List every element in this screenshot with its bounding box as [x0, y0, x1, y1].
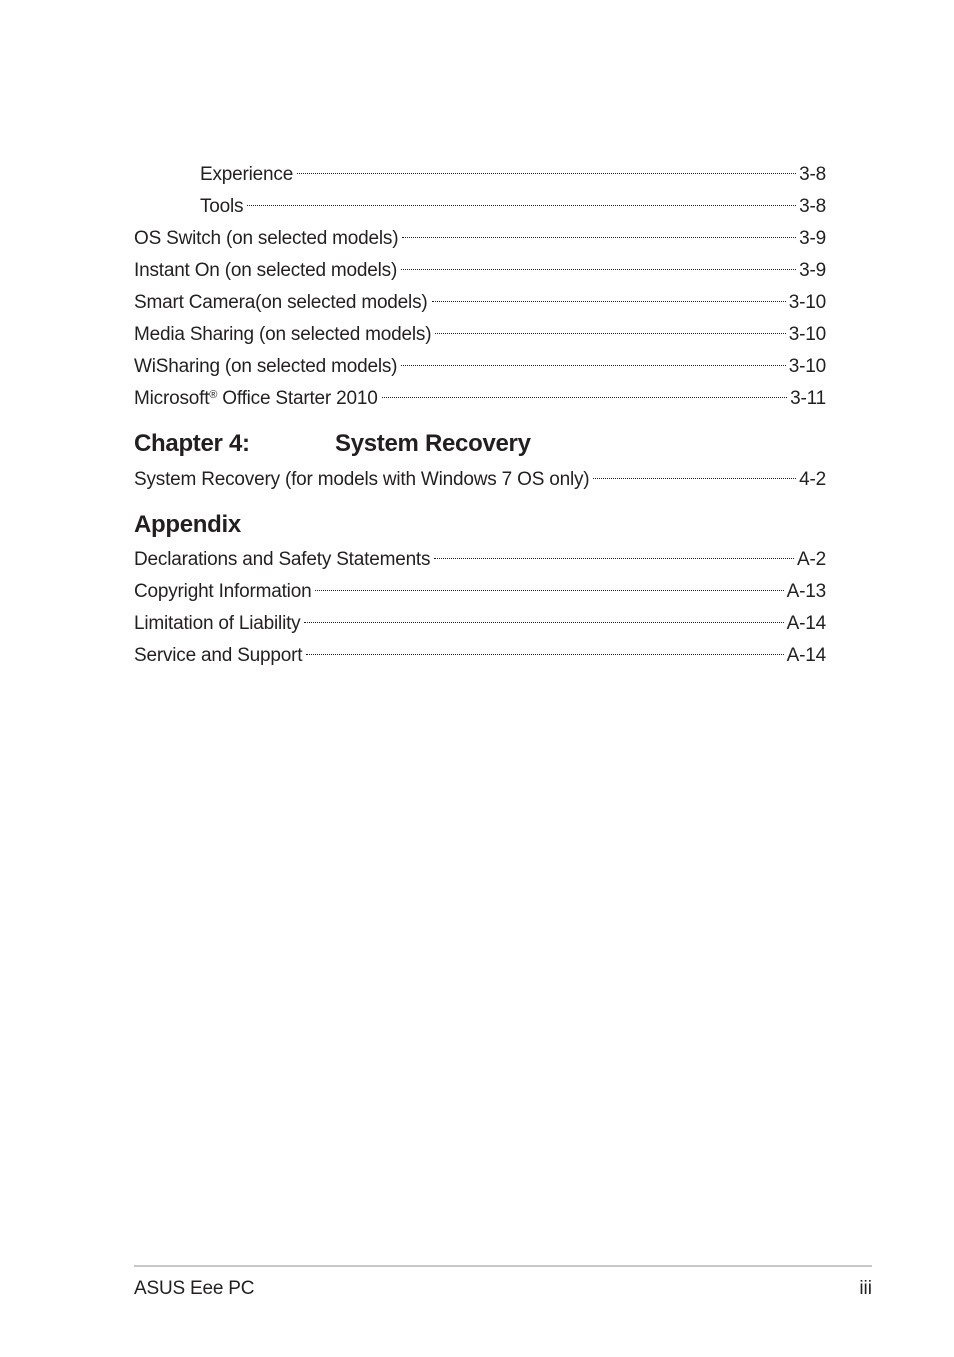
footer-product-name: ASUS Eee PC: [134, 1278, 255, 1299]
chapter-heading: [134, 427, 826, 461]
toc-entry-title: System Recovery (for models with Windows 7 OS only): [134, 469, 590, 490]
toc-entry-limitation[interactable]: [134, 608, 826, 640]
toc-entry-title-prefix: Microsoft: [134, 388, 210, 409]
toc-entry-experience[interactable]: [134, 159, 826, 191]
toc-entry-title: WiSharing (on selected models): [134, 356, 398, 377]
toc-entry-page: A-14: [786, 613, 826, 634]
toc-entry-page: 3-11: [790, 388, 826, 409]
toc-entry-page: 3-10: [788, 324, 826, 345]
toc-entry-page: 3-8: [799, 196, 826, 217]
toc-entry-page: 4-2: [799, 469, 826, 490]
toc-entry-title: Copyright Information: [134, 581, 312, 602]
toc-entry-page: 3-9: [799, 260, 826, 281]
toc-entry-title: Service and Support: [134, 645, 303, 666]
dot-leader: [382, 397, 788, 398]
toc-entry-title: Instant On (on selected models): [134, 260, 398, 281]
toc-entry-microsoft-office[interactable]: [134, 383, 826, 415]
toc-entry-service[interactable]: [134, 640, 826, 672]
toc-entry-title: [134, 383, 378, 415]
dot-leader: [297, 173, 796, 174]
dot-leader: [434, 558, 794, 559]
dot-leader: [306, 654, 783, 655]
toc-entry-title: Tools: [200, 196, 244, 217]
toc-entry-copyright[interactable]: [134, 576, 826, 608]
registered-mark: ®: [209, 389, 218, 401]
dot-leader: [435, 333, 785, 334]
table-of-contents: [134, 159, 826, 672]
toc-entry-smart-camera[interactable]: [134, 287, 826, 319]
footer-divider: [134, 1265, 872, 1267]
toc-entry-declarations[interactable]: [134, 544, 826, 576]
toc-entry-page: A-2: [797, 549, 826, 570]
toc-entry-page: 3-10: [788, 292, 826, 313]
footer-page-number: iii: [859, 1278, 872, 1299]
toc-entry-title: Declarations and Safety Statements: [134, 549, 431, 570]
dot-leader: [401, 269, 796, 270]
dot-leader: [247, 205, 796, 206]
toc-entry-title: Limitation of Liability: [134, 613, 301, 634]
toc-entry-instant-on[interactable]: [134, 255, 826, 287]
chapter-title: System Recovery: [335, 430, 531, 457]
toc-entry-system-recovery[interactable]: [134, 464, 826, 496]
dot-leader: [401, 365, 785, 366]
dot-leader: [315, 590, 783, 591]
toc-entry-os-switch[interactable]: [134, 223, 826, 255]
toc-entry-page: A-13: [786, 581, 826, 602]
toc-entry-title: OS Switch (on selected models): [134, 228, 399, 249]
toc-entry-page: 3-8: [799, 164, 826, 185]
dot-leader: [432, 301, 786, 302]
toc-entry-page: 3-10: [788, 356, 826, 377]
toc-entry-page: 3-9: [799, 228, 826, 249]
dot-leader: [402, 237, 796, 238]
toc-entry-media-sharing[interactable]: [134, 319, 826, 351]
chapter-number: Chapter 4:: [134, 430, 250, 457]
appendix-heading: Appendix: [134, 511, 241, 538]
toc-entry-title: Smart Camera(on selected models): [134, 292, 428, 313]
dot-leader: [593, 478, 796, 479]
toc-entry-title: Media Sharing (on selected models): [134, 324, 432, 345]
toc-entry-title: Experience: [200, 164, 294, 185]
dot-leader: [304, 622, 783, 623]
toc-entry-title-suffix: Office Starter 2010: [217, 388, 378, 409]
toc-entry-tools[interactable]: [134, 191, 826, 223]
toc-entry-page: A-14: [786, 645, 826, 666]
toc-entry-wisharing[interactable]: [134, 351, 826, 383]
